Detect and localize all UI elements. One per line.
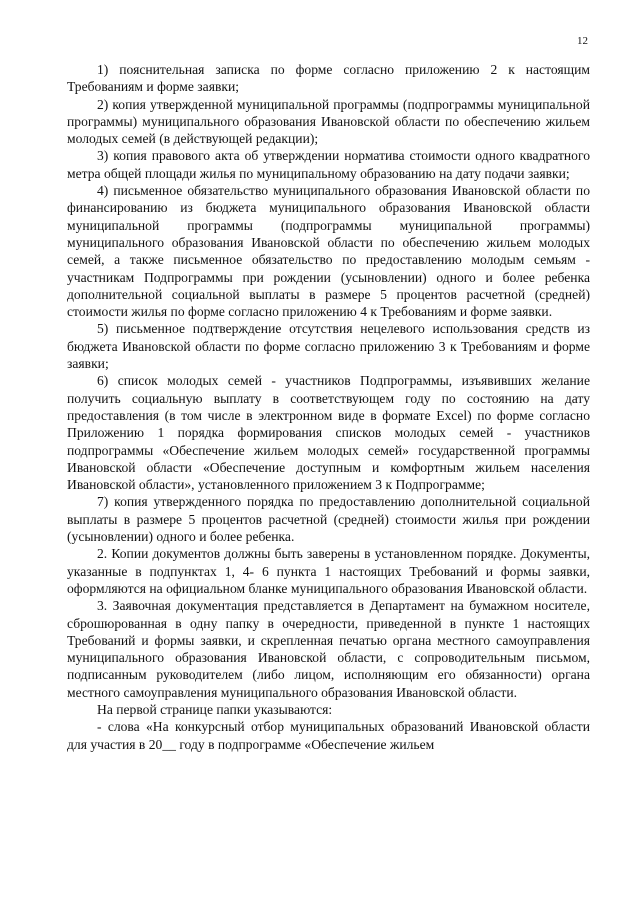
paragraph-item-1: 1) пояснительная записка по форме согласно приложению 2 к настоящим Требованиям и форме заявки; <box>67 62 590 95</box>
paragraph-first-page-heading: На первой странице папки указываются: <box>97 701 333 717</box>
paragraph-point-3: 3. Заявочная документация представляется в Департамент на бумажном носителе, сброшюрованная в одну папку в очередности, приведенной в пункте 1 настоящих Требований и формы заявки, и скрепленная печатью органа местного самоуправления муниципального образования Ивановской области, с сопроводительным письмом, подписанным руководителем (либо лицом, исполняющим его обязанности) органа местного самоуправления муниципального образования Ивановской области. <box>67 598 590 700</box>
paragraph-point-2: 2. Копии документов должны быть заверены в установленном порядке. Документы, указанные в подпунктах 1, 4- 6 пункта 1 настоящих Требований и формы заявки, оформляются на официальном бланке муниципального образования Ивановской области. <box>67 546 590 596</box>
paragraph-item-6: 6) список молодых семей - участников Подпрограммы, изъявивших желание получить социальную выплату в соответствующем году по состоянию на дату предоставления (в том числе в электронном виде в формате Excel) по форме согласно Приложению 1 порядка формирования списков молодых семей - участников подпрограммы «Обеспечение жильем молодых семей» государственной программы Ивановской области «Обеспечение доступным и комфортным жильем населения Ивановской области», установленного приложением 3 к Подпрограмме; <box>67 373 590 493</box>
paragraph-item-4: 4) письменное обязательство муниципального образования Ивановской области по финансированию из бюджета муниципального образования Ивановской области муниципальной программы (подпрограммы муниципальной программы) муниципального образования Ивановской области по обеспечению жильем молодых семей, а также письменное обязательство по предоставлению молодым семьям - участникам Подпрограммы при рождении (усыновлении) одного и более ребенка дополнительной социальной выплаты в размере 5 процентов расчетной (средней) стоимости жилья по форме согласно приложению 4 к Требованиям и форме заявки. <box>67 183 590 320</box>
paragraph-item-3: 3) копия правового акта об утверждении норматива стоимости одного квадратного метра общей площади жилья по муниципальному образованию на дату подачи заявки; <box>67 148 590 181</box>
paragraph-item-5: 5) письменное подтверждение отсутствия нецелевого использования средств из бюджета Ивановской области по форме согласно приложению 3 к Требованиям и форме заявки; <box>67 321 590 372</box>
document-body <box>67 61 590 753</box>
paragraph-item-7: 7) копия утвержденного порядка по предоставлению дополнительной социальной выплаты в размере 5 процентов расчетной (средней) стоимости жилья при рождении (усыновлении) одного и более ребенка. <box>67 494 590 545</box>
paragraph-first-page-text: - слова «На конкурсный отбор муниципальных образований Ивановской области для участия в 20__ году в подпрограмме «Обеспечение жильем <box>67 719 590 752</box>
page-number: 12 <box>577 35 588 47</box>
paragraph-item-2: 2) копия утвержденной муниципальной программы (подпрограммы муниципальной программы) муниципального образования Ивановской области по обеспечению жильем молодых семей (в действующей редакции); <box>67 96 590 147</box>
